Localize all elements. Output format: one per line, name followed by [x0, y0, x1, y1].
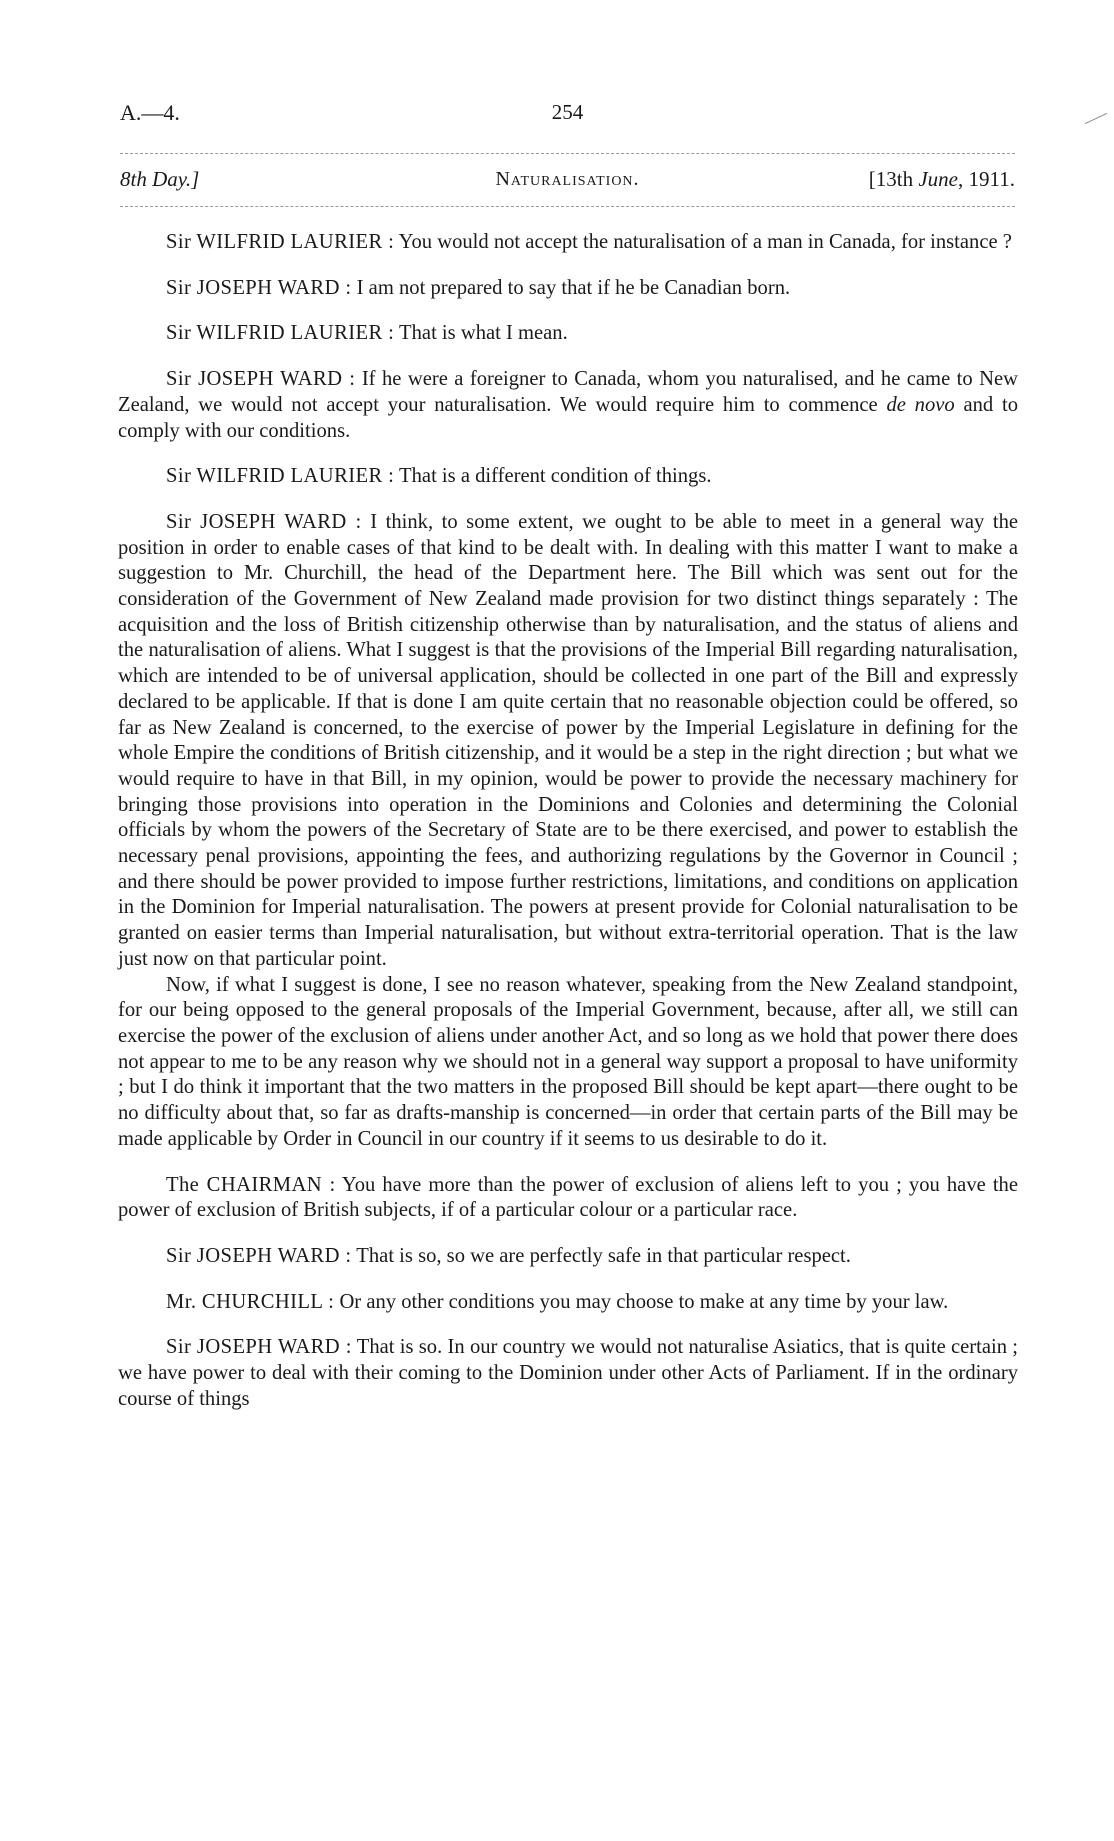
- speech-paragraph: [118, 230, 1018, 256]
- speech-text-before: If he were a foreigner to Canada, whom you naturalised, and he came to New Zealand, we would not accept your naturalisation. We would require him to commence: [118, 368, 1018, 416]
- speech-text: Now, if what I suggest is done, I see no reason whatever, speaking from the New Zealand standpoint, for our being opposed to the general proposals of the Imperial Government, because, after all, we still can exercise the power of the exclusion of aliens under another Act, and so long as we hold that power there does not appear to me to be any reason why we should not in a general way support a proposal to have uniformity ; but I do think it important that the two matters in the proposed Bill should be kept apart—there ought to be no difficulty about that, so far as drafts-manship is concerned—in order that certain parts of the Bill may be made applicable by Order in Council in our country if it seems to us desirable to do it.: [118, 973, 1018, 1150]
- speech-text: Or any other conditions you may choose to make at any time by your law.: [339, 1290, 949, 1313]
- speech-paragraph: [118, 276, 1018, 302]
- sitting-date: [869, 167, 1015, 192]
- speech-text: You would not accept the naturalisation of a man in Canada, for instance ?: [398, 231, 1012, 253]
- speech-paragraph: [118, 321, 1018, 347]
- speech-paragraph: [118, 510, 1018, 973]
- speaker-name: Sir WILFRID LAURIER :: [166, 231, 395, 253]
- speech-paragraph: [118, 1290, 1018, 1316]
- speech-paragraph: [118, 367, 1018, 444]
- section-topic: Naturalisation.: [495, 168, 640, 190]
- speech-paragraph: [118, 1173, 1018, 1224]
- date-month: June: [918, 167, 959, 191]
- transcript-body: [118, 230, 1018, 1432]
- header-rule-top: [120, 153, 1015, 154]
- speaker-name: Mr. CHURCHILL :: [166, 1290, 335, 1313]
- latin-phrase: de novo: [886, 393, 955, 416]
- sitting-day: 8th Day.]: [120, 167, 200, 191]
- speech-text: I think, to some extent, we ought to be able to meet in a general way the position in order to enable cases of that kind to be dealt with. In dealing with this matter I want to make a suggestion to Mr. Churchill, the head of the Department here. The Bill which was sent out for the consideration of the Government of New Zealand made provision for two distinct things separately : The acquisition and the loss of British citizenship otherwise than by naturalisation, and the status of aliens and the naturalisation of aliens. What I suggest is that the provisions of the Imperial Bill regarding naturalisation, which are intended to be of universal application, should be collected in one part of the Bill and expressly declared to be applicable. If that is done I am quite certain that no reasonable objection could be offered, so far as New Zealand is concerned, to the exercise of power by the Imperial Legislature in defining for the whole Empire the conditions of British citizenship, and it would be a step in the right direction ; but what we would require to have in that Bill, in my opinion, would be power to provide the necessary machinery for bringing those provisions into operation in the Dominions and Colonies and determining the Colonial officials by whom the powers of the Secretary of State are to be there exercised, and power to establish the necessary penal provisions, appointing the fees, and authorizing regulations by the Governor in Council ; and there should be power provided to impose further restrictions, limitations, and conditions on application in the Dominion for Imperial naturalisation. The powers at present provide for Colonial naturalisation to be granted on easier terms than Imperial naturalisation, but without extra-territorial operation. That is the law just now on that particular point.: [118, 510, 1019, 970]
- speech-paragraph: [118, 464, 1018, 490]
- speech-text: That is so, so we are perfectly safe in that particular respect.: [356, 1244, 851, 1267]
- speaker-name: Sir JOSEPH WARD :: [166, 1336, 352, 1359]
- paper-reference: A.—4.: [120, 100, 180, 125]
- speaker-name: Sir JOSEPH WARD :: [166, 1244, 352, 1267]
- speaker-name: Sir JOSEPH WARD :: [166, 368, 356, 391]
- speech-continuation: [118, 973, 1018, 1153]
- speaker-name: Sir WILFRID LAURIER :: [166, 322, 395, 345]
- date-day: [13th: [868, 167, 919, 191]
- speaker-name: Sir WILFRID LAURIER :: [166, 465, 395, 488]
- speaker-name: Sir JOSEPH WARD :: [166, 276, 352, 299]
- date-year: , 1911.: [958, 167, 1015, 191]
- running-header: [120, 167, 1015, 197]
- header-rule-bottom: [120, 206, 1015, 207]
- speaker-name: Sir JOSEPH WARD :: [166, 510, 362, 533]
- speech-text-after: and to comply with our conditions.: [118, 393, 1018, 442]
- speech-text: That is a different condition of things.: [399, 465, 712, 488]
- margin-mark: [1085, 113, 1107, 124]
- speech-text: You have more than the power of exclusion of aliens left to you ; you have the power of exclusion of British subjects, if of a particular colour or a particular race.: [118, 1173, 1018, 1222]
- speech-text: I am not prepared to say that if he be Canadian born.: [356, 276, 791, 299]
- speech-text: That is what I mean.: [399, 322, 568, 345]
- speaker-name: The CHAIRMAN :: [166, 1173, 336, 1196]
- speech-paragraph: [118, 1244, 1018, 1270]
- page-header: [120, 100, 1015, 130]
- page-number: 254: [551, 100, 584, 124]
- speech-text: That is so. In our country we would not naturalise Asiatics, that is quite certain ; we have power to deal with their coming to the Dominion under other Acts of Parliament. If in the ordinary course of things: [118, 1336, 1019, 1410]
- speech-paragraph: [118, 1335, 1018, 1412]
